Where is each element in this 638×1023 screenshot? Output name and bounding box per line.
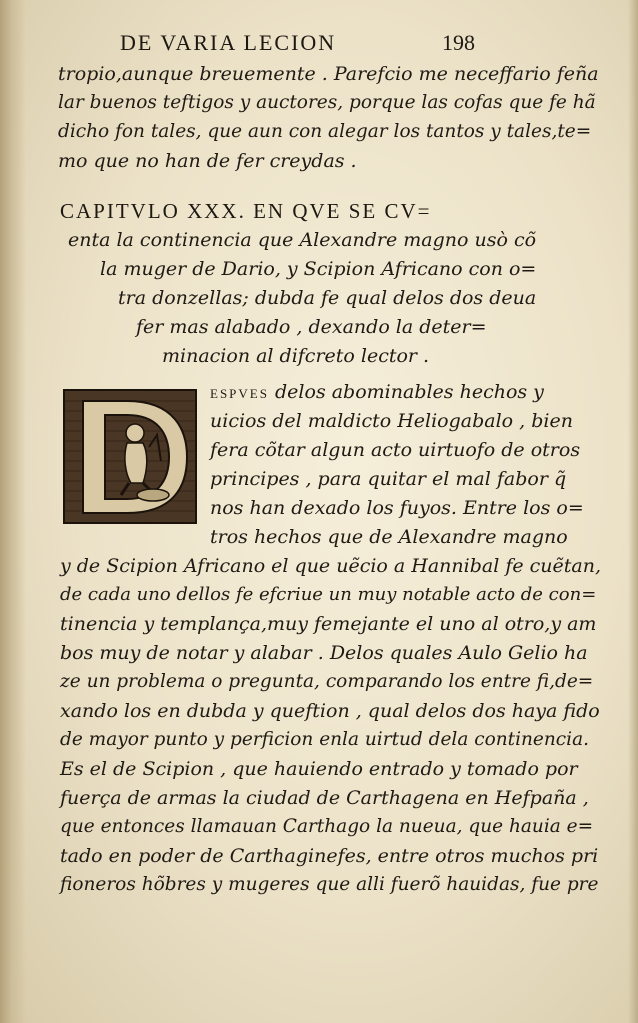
text-line: tros hechos que de Alexandre magno <box>210 526 568 548</box>
text-line: de cada uno dellos fe efcriue un muy notable acto de con= <box>60 584 597 605</box>
text-line: y de Scipion Africano el que uẽcio a Hannibal fe cuẽtan, <box>60 555 601 577</box>
text-line: tropio,aunque breuemente . Parefcio me neceffario feña <box>58 63 599 85</box>
chapter-summary-line: tra donzellas; dubda fe qual delos dos deua <box>118 287 537 309</box>
chapter-summary-line: la muger de Dario, y Scipion Africano con o= <box>100 258 537 280</box>
text-line: fera cõtar algun acto uirtuofo de otros <box>210 439 581 461</box>
chapter-summary-line: fer mas alabado , dexando la deter= <box>136 316 487 338</box>
text-line: ze un problema o pregunta, comparando los entre fi,de= <box>60 671 594 692</box>
text-line: lar buenos teftigos y auctores, porque las cofas que fe hã <box>58 92 596 113</box>
gutter-shadow <box>0 0 26 1023</box>
running-head: DE VARIA LECION <box>120 30 337 55</box>
chapter-heading: CAPITVLO XXX. EN QVE SE CV= <box>60 199 432 223</box>
text-line <box>210 380 544 406</box>
text-line: mo que no han de fer creydas . <box>58 150 357 172</box>
lead-capitals: ESPVES <box>210 386 269 401</box>
text-line: xando los en dubda y queftion , qual delos dos haya fido <box>60 700 600 722</box>
historiated-initial-d-icon <box>63 389 197 524</box>
text-line: uicios del maldicto Heliogabalo , bien <box>210 410 573 432</box>
chapter-summary-line: minacion al difcreto lector . <box>162 345 430 367</box>
text-line: que entonces llamauan Carthago la nueua, que hauia e= <box>60 816 594 837</box>
text-line: tado en poder de Carthaginefes, entre otros muchos pri <box>60 845 599 867</box>
page-number: 198 <box>442 30 475 55</box>
text-line: de mayor punto y perficion enla uirtud dela continencia. <box>60 729 589 750</box>
chapter-summary-line: enta la continencia que Alexandre magno usò cõ <box>68 229 537 251</box>
text-line: dicho fon tales, que aun con alegar los tantos y tales,te= <box>58 121 592 142</box>
text-line: bos muy de notar y alabar . Delos quales Aulo Gelio ha <box>60 642 588 664</box>
text-line: tinencia y templança,muy femejante el uno al otro,y am <box>60 613 597 635</box>
text-line: Es el de Scipion , que hauiendo entrado y tomado por <box>60 758 578 780</box>
text-line: fuerça de armas la ciudad de Carthagena en Hefpaña , <box>60 787 589 809</box>
text-line: principes , para quitar el mal fabor q̃ <box>210 468 567 490</box>
text-span: delos abominables hechos y <box>275 381 544 403</box>
page-edge <box>628 0 638 1023</box>
text-line: nos han dexado los fuyos. Entre los o= <box>210 497 584 519</box>
text-line: fioneros hõbres y mugeres que alli fuerõ hauidas, fue pre <box>60 874 599 895</box>
